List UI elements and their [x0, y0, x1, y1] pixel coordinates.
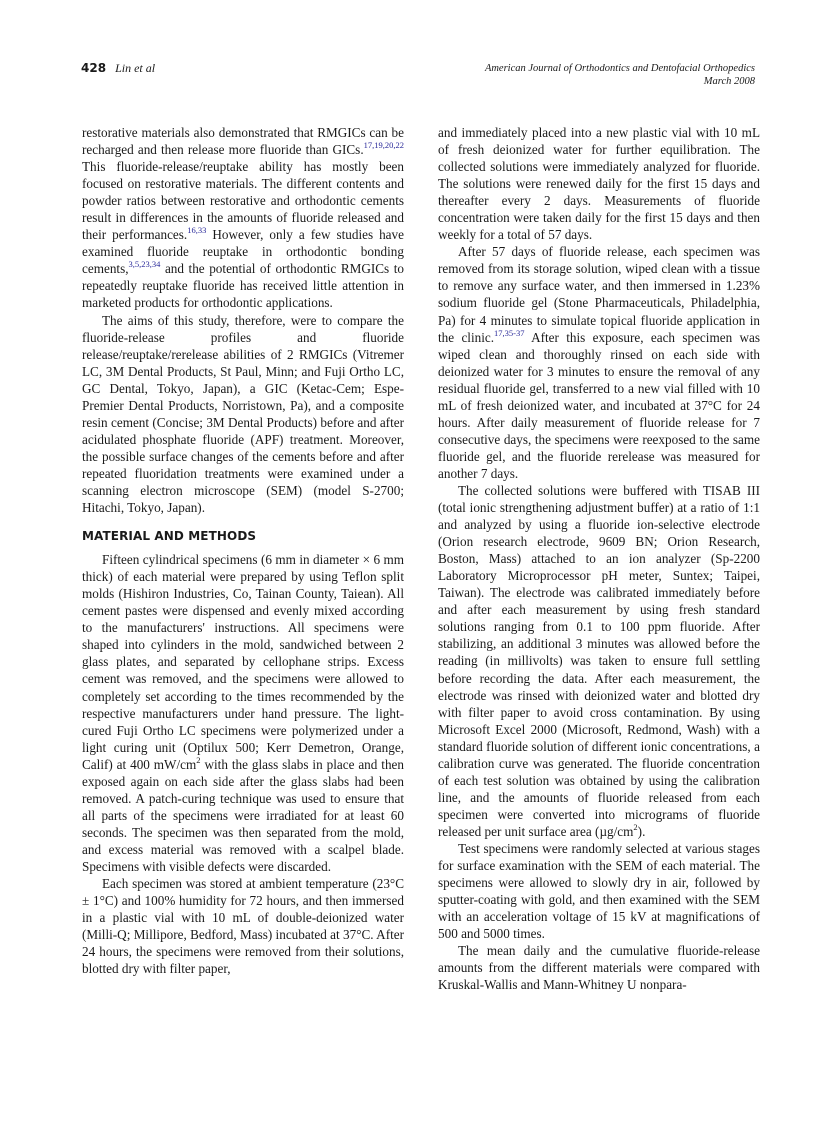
paragraph-text: Fifteen cylindrical specimens (6 mm in diameter × 6 mm thick) of each material were prepared by using Teflon split molds (Hishiron Industries, Co, Tainan County, Taiean). All cement pastes were dispensed and evenly mixed according to the manufacturers' instructions. All specimens were shaped into cylinders in the mold, sandwiched between 2 glass plates, and separated by cellophane strips. Excess cement was removed, and the specimens were allowed to completely set according to the times recommended by the respective manufacturers under hand pressure. The light-cured Fuji Ortho LC specimens were polymerized under a light curing unit (Optilux 500; Kerr Demetron, Orange, Calif) at 400 mW/cm [82, 552, 404, 772]
journal-title: American Journal of Orthodontics and Dentofacial Orthopedics [484, 63, 755, 74]
paragraph-text: with the glass slabs in place and then exposed again on each side after the glass slabs had been removed. A patch-curing technique was used to ensure that all parts of the specimens were irradiated for at least 60 seconds. The specimen was then separated from the mold, and excess material was removed with a scalpel blade. Specimens with visible defects were discarded. [82, 756, 404, 874]
paragraph-text: The collected solutions were buffered with TISAB III (total ionic strengthening adjustment buffer) at a ratio of 1:1 and analyzed by using a fluoride ion-selective electrode (Orion research electrode, 9609 BN; Orion Research, Boston, Mass) attached to an ion analyzer (Sp-2200 Laboratory Microprocessor pH meter, Suntex; Taipei, Taiwan). The electrode was calibrated immediately before and after each measurement by using fresh standard solutions ranging from 0.1 to 100 ppm fluoride. After stabilizing, an additional 3 minutes was allowed before the reading (in millivolts) was taken to ensure full settling before recording the data. After each measurement, the electrode was rinsed with deionized water and blotted dry with filter paper to avoid cross contamination. By using Microsoft Excel 2000 (Microsoft, Redmond, Wash) with a standard fluoride solution of different ionic concentrations, a calibration curve was generated. The fluoride concentration of each test solution was obtained by using the calibration line, and the amounts of fluoride released from each specimen were converted into micrograms of fluoride released per unit surface area (µg/cm [438, 482, 760, 839]
paragraph-text: This fluoride-release/reuptake ability has mostly been focused on restorative materials. The different contents and powder ratios between restorative and orthodontic cements result in differences in the amounts of fluoride released and their performances. [82, 159, 404, 243]
paragraph-text: After this exposure, each specimen was wiped clean and thoroughly rinsed on each side with deionized water for 3 minutes to ensure the removal of any residual fluoride gel, transferred to a new vial filled with 10 mL of fresh deionized water, and incubated at 37°C for 24 hours. After daily measurement of fluoride release for 7 consecutive days, the specimens were reexposed to the same fluoride gel, and the fluoride rerelease was measured for another 7 days. [438, 329, 760, 481]
paragraph-text: and the potential of orthodontic RMGICs to repeatedly reuptake fluoride has received little attention in marketed products for orthodontic applications. [82, 261, 404, 311]
paragraph [82, 551, 404, 875]
left-column [82, 124, 404, 977]
right-column [438, 124, 760, 993]
citation-ref[interactable]: 17,35-37 [494, 327, 525, 338]
paragraph-text: restorative materials also demonstrated that RMGICs can be recharged and then release more fluoride than GICs. [82, 125, 404, 158]
paragraph: and immediately placed into a new plastic vial with 10 mL of fresh deionized water for further equilibration. The collected solutions were immediately analyzed for fluoride. The solutions were renewed daily for the first 15 days and thereafter every 2 days. Measurements of fluoride concentration were taken daily for the first 15 days and then weekly for a total of 57 days. [438, 125, 760, 243]
paragraph-text: ). [637, 823, 646, 839]
paragraph-text: After 57 days of fluoride release, each specimen was removed from its storage solution, wiped clean with a tissue to remove any surface water, and then immersed in 1.23% sodium fluoride gel (Stone Pharmaceuticals, Philadelphia, Pa) for 4 minutes to simulate topical fluoride application in the clinic. [438, 244, 760, 345]
running-header-left [81, 61, 155, 76]
page-number: 428 [81, 61, 107, 75]
superscript: 2 [196, 754, 201, 765]
running-header-right [485, 62, 755, 88]
issue-date: March 2008 [703, 76, 755, 87]
running-authors: Lin et al [115, 61, 156, 75]
citation-ref[interactable]: 3,5,23,34 [128, 259, 161, 270]
paragraph: Each specimen was stored at ambient temperature (23°C ± 1°C) and 100% humidity for 72 hours, and then immersed in a plastic vial with 10 mL of double-deionized water (Milli-Q; Millipore, Bedford, Mass) incubated at 37°C. After 24 hours, the specimens were removed from their solutions, blotted dry with filter paper, [82, 876, 404, 977]
citation-ref[interactable]: 16,33 [187, 225, 207, 236]
paragraph: The aims of this study, therefore, were to compare the fluoride-release profiles and fluoride release/reuptake/rerelease abilities of 2 RMGICs (Vitremer LC, 3M Dental Products, St Paul, Minn; and Fuji Ortho LC, GC Dental, Tokyo, Japan), a GIC (Ketac-Cem; Espe-Premier Dental Products, Norristown, Pa), and a composite resin cement (Concise; 3M Dental Products) before and after acidulated phosphate fluoride (APF) treatment. Moreover, the possible surface changes of the cements before and after repeated fluoridation treatments were examined under a scanning electron microscope (SEM) (model S-2700; Hitachi, Tokyo, Japan). [82, 312, 404, 516]
citation-ref[interactable]: 17,19,20,22 [363, 140, 404, 151]
paragraph [438, 482, 760, 840]
section-heading: MATERIAL AND METHODS [82, 529, 257, 544]
paragraph [82, 124, 404, 312]
superscript: 2 [633, 821, 638, 832]
paragraph [438, 243, 760, 482]
paragraph: The mean daily and the cumulative fluoride-release amounts from the different materials were compared with Kruskal-Wallis and Mann-Whitney U nonpara- [438, 943, 760, 993]
paragraph: Test specimens were randomly selected at various stages for surface examination with the SEM of each material. The specimens were allowed to slowly dry in air, followed by sputter-coating with gold, and then examined with the SEM with an acceleration voltage of 15 kV at magnifications of 500 and 5000 times. [438, 840, 760, 942]
paragraph-text: However, only a few studies have examined fluoride reuptake in orthodontic bonding cements, [82, 227, 404, 277]
